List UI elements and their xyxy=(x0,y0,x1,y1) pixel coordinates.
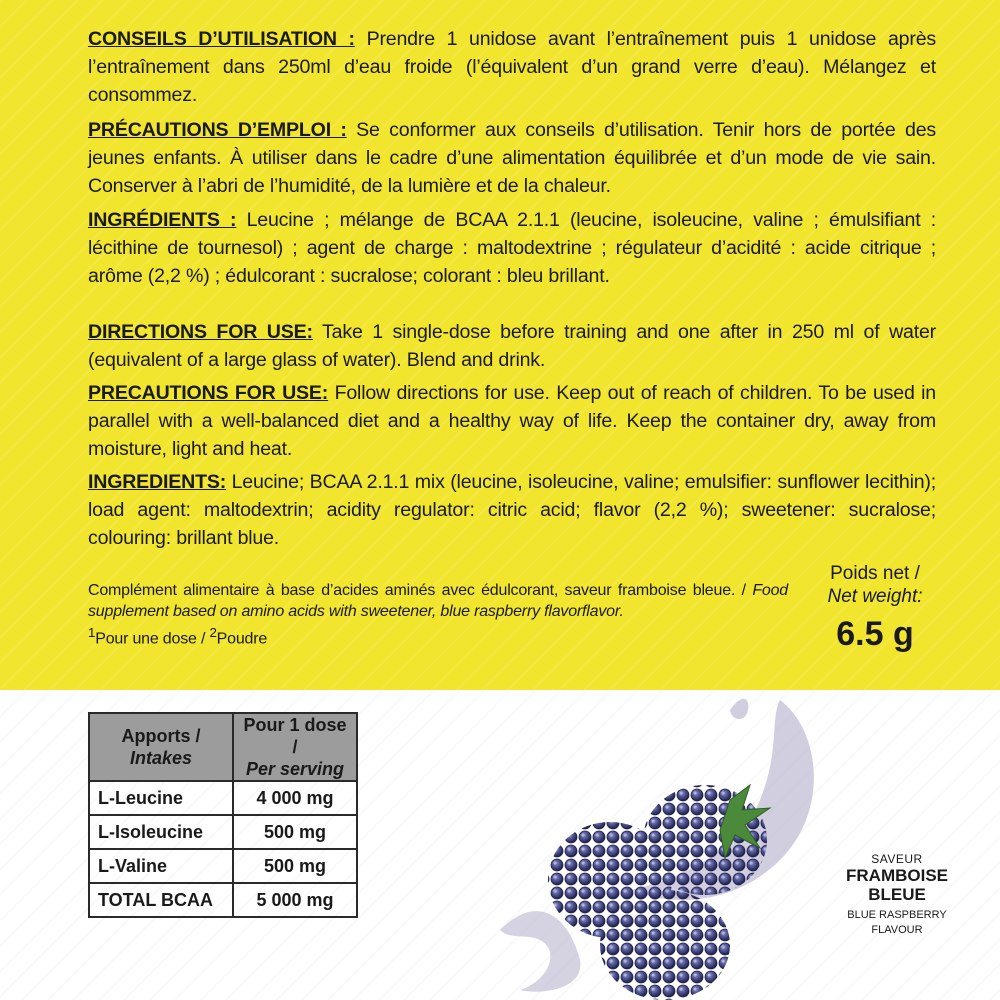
flavour-line-5: FLAVOUR xyxy=(871,924,923,936)
nutrient-value: 500 mg xyxy=(233,815,357,849)
fr-precautions-paragraph xyxy=(88,116,936,200)
nutrient-value: 500 mg xyxy=(233,849,357,883)
liquid-wave xyxy=(500,911,580,992)
en-ingredients-paragraph xyxy=(88,468,936,552)
fr-usage-paragraph xyxy=(88,25,936,109)
nutrition-table xyxy=(88,712,358,918)
description-fr: Complément alimentaire à base d’acides aminés avec édulcorant, saveur framboise bleue. / xyxy=(88,582,753,599)
nutrient-name: TOTAL BCAA xyxy=(89,883,233,917)
en-precautions-heading: PRECAUTIONS FOR USE: xyxy=(88,382,329,404)
flavour-line-1: SAVEUR xyxy=(871,852,923,866)
en-precautions-paragraph xyxy=(88,379,936,463)
nutrient-name: L-Isoleucine xyxy=(89,815,233,849)
blue-raspberry-illustration xyxy=(480,690,840,1000)
net-weight-label-fr: Poids net / xyxy=(830,563,920,584)
product-description xyxy=(88,580,788,649)
flavour-line-3: BLEUE xyxy=(868,885,926,904)
nutrient-name: L-Valine xyxy=(89,849,233,883)
nutrient-value: 5 000 mg xyxy=(233,883,357,917)
en-ingredients-heading: INGREDIENTS: xyxy=(88,471,227,493)
footnote-dose: Pour une dose / xyxy=(95,630,210,648)
net-weight-label-en: Net weight: xyxy=(827,586,923,607)
en-precautions-text: Follow directions for use. Keep out of reach of children. To be used in parallel with a well-balanced diet and a healthy way of life. Keep the container dry, away from moisture, light and heat. xyxy=(88,382,936,460)
serving-header-en: Per serving xyxy=(245,759,345,779)
table-row xyxy=(89,883,357,917)
raspberry-bottom xyxy=(600,890,730,1000)
table-row xyxy=(89,815,357,849)
table-row xyxy=(89,849,357,883)
table-header-row xyxy=(89,713,357,781)
flavour-line-4: BLUE RASPBERRY xyxy=(847,909,947,921)
table-row xyxy=(89,781,357,815)
fr-usage-text: Prendre 1 unidose avant l’entraînement puis 1 unidose après l’entraînement dans 250ml d’eau froide (l’équivalent d’un grand verre d’eau). Mélangez et consommez. xyxy=(88,28,936,106)
net-weight-value: 6.5 g xyxy=(836,615,914,653)
fr-precautions-text: Se conformer aux conseils d’utilisation. Tenir hors de portée des jeunes enfants. À utiliser dans le cadre d’une alimentation équilibrée et d’un mode de vie sain. Conserver à l’abri de l’humidité, de la lumière et de la chaleur. xyxy=(88,119,936,197)
intakes-column-header xyxy=(89,713,233,781)
serving-column-header xyxy=(233,713,357,781)
intakes-header-en: Intakes xyxy=(129,748,193,768)
footnote-1-marker: 1 xyxy=(88,625,96,640)
fr-ingredients-text: Leucine ; mélange de BCAA 2.1.1 (leucine, isoleucine, valine ; émulsifiant : lécithine de tournesol) ; agent de charge : maltodextrine ; régulateur d’acidité : acide citrique ; arôme (2,2 %) ; édulcorant : sucralose; colorant : bleu brillant. xyxy=(88,209,936,287)
flavour-badge xyxy=(842,852,952,938)
en-usage-paragraph xyxy=(88,318,936,374)
liquid-splash-drop xyxy=(730,699,748,719)
fr-precautions-heading: PRÉCAUTIONS D’EMPLOI : xyxy=(88,119,347,141)
net-weight-block xyxy=(800,562,950,656)
footnote-2-marker: 2 xyxy=(209,625,217,640)
flavour-line-2: FRAMBOISE xyxy=(846,866,948,885)
en-usage-text: Take 1 single-dose before training and one after in 250 ml of water (equivalent of a large glass of water). Blend and drink. xyxy=(88,321,936,371)
serving-header-fr: Pour 1 dose / xyxy=(243,715,347,757)
en-usage-heading: DIRECTIONS FOR USE: xyxy=(88,321,313,343)
nutrient-name: L-Leucine xyxy=(89,781,233,815)
fr-ingredients-paragraph xyxy=(88,206,936,290)
description-en: Food supplement based on amino acids with sweetener, blue raspberry flavorflavor. xyxy=(88,582,788,620)
nutrient-value: 4 000 mg xyxy=(233,781,357,815)
footnote-powder: Poudre xyxy=(216,630,268,648)
en-ingredients-text: Leucine; BCAA 2.1.1 mix (leucine, isoleucine, valine; emulsifier: sunflower lecithin); load agent: maltodextrin; acidity regulator: citric acid; flavor (2,2 %); sweetener: sucralose; colouring: brillant blue. xyxy=(88,471,936,549)
intakes-header-fr: Apports / xyxy=(121,726,201,746)
fr-usage-heading: CONSEILS D’UTILISATION : xyxy=(88,28,355,50)
fr-ingredients-heading: INGRÉDIENTS : xyxy=(88,209,237,231)
